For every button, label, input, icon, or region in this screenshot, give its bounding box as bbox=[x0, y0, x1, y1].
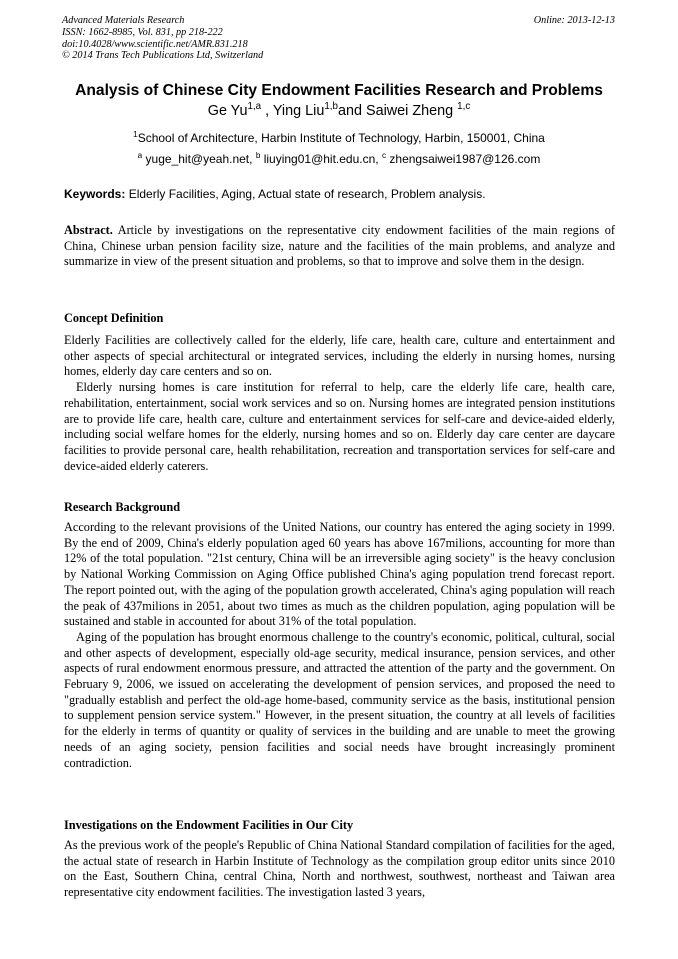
section-paragraph: According to the relevant provisions of the United Nations, our country has entered the aging society in 1999. By the end of 2009, China's elderly population aged 60 years has above 167milions, accounting for more than 12% of the total population. "21st century, China will be an irreversible aging society" is the heavy conclusion by National Working Commission on Aging Office published China's aging population trend forecast report. The report pointed out, with the aging of the population growth accelerated, China's aging population will reach the peak of 437milions in 2051, about two times as much as the children population, aging population will be sustained and stable in accounted for about 31% of the total population. bbox=[64, 520, 615, 629]
email-link[interactable]: liuying01@hit.edu.cn, bbox=[263, 152, 379, 166]
copyright-line: © 2014 Trans Tech Publications Ltd, Switzerland bbox=[62, 50, 264, 62]
author-list bbox=[40, 103, 638, 119]
author-name: Ge Yu bbox=[207, 103, 248, 119]
section-heading: Concept Definition bbox=[64, 311, 164, 325]
abstract-label: Abstract. bbox=[64, 223, 113, 237]
email-link[interactable]: yuge_hit@yeah.net, bbox=[145, 152, 253, 166]
email-link[interactable]: zhengsaiwei1987@126.com bbox=[389, 152, 541, 166]
section-heading: Investigations on the Endowment Facilities in Our City bbox=[64, 818, 354, 832]
abstract-text: Article by investigations on the representative city endowment facilities of the main regions of China, Chinese urban pension facility size, nature and the facilities of the main problems, and analyze and summarize in view of the present situation and problems, so that to improve and solve them in the design. bbox=[64, 223, 615, 269]
section-body bbox=[64, 520, 615, 771]
section-paragraph: Elderly nursing homes is care institution for referral to help, care the elderly life care, health care, rehabilitation, entertainment, social work services and so on. Nursing homes are integrated pension institutions are to provide life care, health care, culture and entertainment services for self-care and device-aided elderly, including social welfare homes for the elderly, nursing homes and so on. Elderly day care center are daycare facilities to provide personal care, health rehabilitation, recreation and transportation services for self-care and device-aided elderly caterers. bbox=[64, 380, 615, 473]
section-body bbox=[64, 838, 615, 901]
author-affil-mark: 1,c bbox=[457, 101, 471, 113]
issn-line: ISSN: 1662-8985, Vol. 831, pp 218-222 bbox=[62, 26, 223, 38]
email-mark: b bbox=[255, 151, 261, 160]
abstract-paragraph bbox=[64, 223, 615, 270]
journal-name: Advanced Materials Research bbox=[62, 15, 185, 26]
keywords-text: Elderly Facilities, Aging, Actual state of research, Problem analysis. bbox=[128, 187, 486, 201]
section-heading: Research Background bbox=[64, 500, 181, 514]
author-affil-mark: 1,b bbox=[324, 101, 338, 113]
email-mark: a bbox=[137, 151, 143, 160]
author-emails bbox=[40, 152, 638, 166]
author-affil-mark: 1,a bbox=[247, 101, 262, 113]
doi-line: doi:10.4028/www.scientific.net/AMR.831.218 bbox=[62, 38, 248, 50]
section-paragraph: As the previous work of the people's Republic of China National Standard compilation of facilities for the aged, the actual state of research in Harbin Institute of Technology as the compilation group editor units since 2010 on the East, Southern China, central China, North and northwest, southwest, northeast and Taiwan area representative city endowment facilities. The investigation lasted 3 years, bbox=[64, 838, 615, 900]
affiliation-mark: 1 bbox=[133, 130, 138, 139]
abstract bbox=[64, 223, 615, 270]
section-body bbox=[64, 333, 615, 474]
paper-title: Analysis of Chinese City Endowment Facilities Research and Problems bbox=[75, 82, 603, 99]
section-paragraph: Elderly Facilities are collectively called for the elderly, life care, health care, culture and entertainment and other aspects of special architectural or integrated services, including the elderly in nursing homes, nursing homes, elderly day care centers and so on. bbox=[64, 333, 615, 379]
author-name: Saiwei Zheng bbox=[365, 103, 454, 119]
journal-header bbox=[62, 15, 615, 62]
author-name: Ying Liu bbox=[272, 103, 325, 119]
online-date: Online: 2013-12-13 bbox=[533, 15, 615, 26]
section-paragraph: Aging of the population has brought enormous challenge to the country's economic, political, cultural, social and other aspects of development, especially old-age security, medical insurance, pension services, and other aspects of rural endowment enormous pressure, and attracted the attention of the party and the government. On February 9, 2006, we issued on accelerating the development of pension services, and proposed the need to "gradually establish and perfect the old-age home-based, community service as the basis, institutional pension to supplement pension service system." However, in the present situation, the country at all levels of facilities for the elderly in terms of quantity or quality of services in the building and are unable to meet the growing needs of an aging society, pension facilities and social needs have brought increasingly prominent contradiction. bbox=[64, 629, 615, 770]
affiliation-text: School of Architecture, Harbin Institute of Technology, Harbin, 150001, China bbox=[137, 131, 545, 145]
email-mark: c bbox=[381, 151, 387, 160]
affiliation bbox=[40, 131, 638, 145]
keywords-label: Keywords: bbox=[64, 187, 126, 201]
keywords bbox=[64, 187, 615, 201]
author-separator: and bbox=[337, 103, 366, 119]
author-separator: , bbox=[261, 103, 273, 119]
